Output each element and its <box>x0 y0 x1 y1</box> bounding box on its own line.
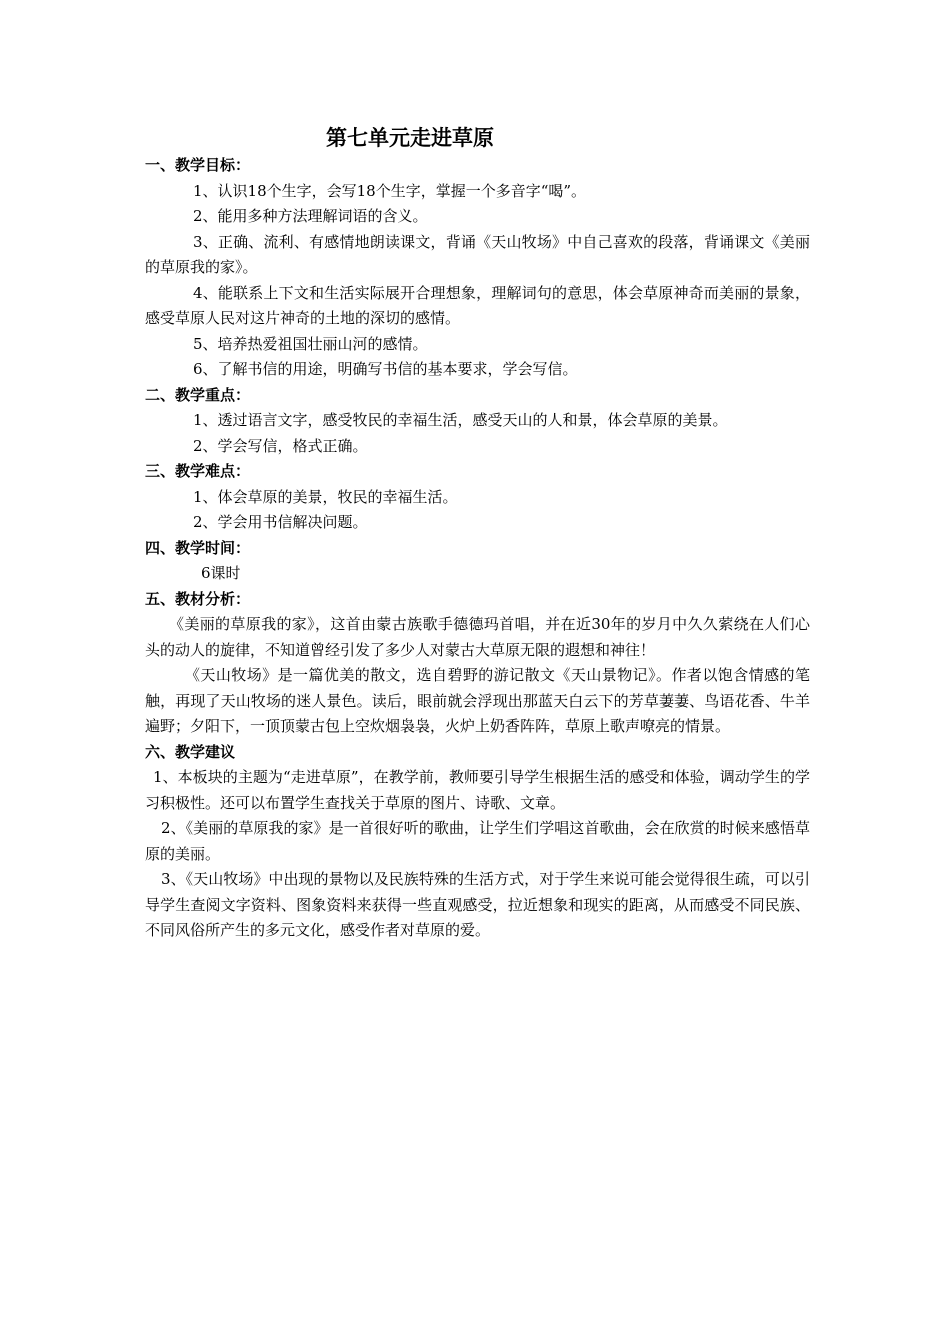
section-heading-difficulties: 三、教学难点： <box>145 462 251 480</box>
section-heading-analysis: 五、教材分析： <box>145 589 251 608</box>
suggestion-1: 1、本板块的主题为“走进草原”，在教学前，教师要引导学生根据生活的感受和体验，调动学生的学习积极性。还可以布置学生查找关于草原的图片、诗歌、文章。 <box>145 768 810 812</box>
goal-item-4: 4、能联系上下文和生活实际展开合理想象，理解词句的意思，体会草原神奇而美丽的景象，感受草原人民对这片神奇的土地的深切的感情。 <box>145 283 810 327</box>
difficulty-1: 1、体会草原的美景，牧民的幸福生活。 <box>193 487 458 506</box>
goal-item-1: 1、认识18个生字，会写18个生字，掌握一个多音字“喝”。 <box>193 181 587 200</box>
goal-item-2: 2、能用多种方法理解词语的含义。 <box>193 207 428 225</box>
section-heading-suggestions: 六、教学建议 <box>145 742 236 761</box>
section-heading-time: 四、教学时间： <box>145 538 251 557</box>
suggestion-3: 3、《天山牧场》中出现的景物以及民族特殊的生活方式，对于学生来说可能会觉得很生疏，可以引导学生查阅文字资料、图象资料来获得一些直观感受，拉近想象和现实的距离，从而感受不同民族、不同风俗所产生的多元文化，感受作者对草原的爱。 <box>145 870 810 939</box>
analysis-para-2: 《天山牧场》是一篇优美的散文，选自碧野的游记散文《天山景物记》。作者以饱含情感的笔触，再现了天山牧场的迷人景色。读后，眼前就会浮现出那蓝天白云下的芳草萋萋、鸟语花香、牛羊遍野；夕阳下，一顶顶蒙古包上空炊烟袅袅，火炉上奶香阵阵，草原上歌声嘹亮的情景。 <box>145 666 810 735</box>
analysis-para-1: 《美丽的草原我的家》，这首由蒙古族歌手德德玛首唱，并在近30年的岁月中久久萦绕在人们心头的动人的旋律，不知道曾经引发了多少人对蒙古大草原无限的遐想和神往！ <box>145 615 810 659</box>
teaching-time: 6课时 <box>201 564 241 582</box>
goal-item-5: 5、培养热爱祖国壮丽山河的感情。 <box>193 334 428 353</box>
suggestion-2: 2、《美丽的草原我的家》是一首很好听的歌曲，让学生们学唱这首歌曲，会在欣赏的时候来感悟草原的美丽。 <box>145 819 810 863</box>
goal-item-6: 6、了解书信的用途，明确写书信的基本要求，学会写信。 <box>193 360 578 378</box>
difficulty-2: 2、学会用书信解决问题。 <box>193 513 368 531</box>
section-heading-key-points: 二、教学重点： <box>145 385 251 404</box>
key-point-1: 1、透过语言文字，感受牧民的幸福生活，感受天山的人和景，体会草原的美景。 <box>193 411 728 429</box>
key-point-2: 2、学会写信，格式正确。 <box>193 436 368 455</box>
document-body <box>145 153 810 944</box>
goal-item-3: 3、正确、流利、有感情地朗读课文，背诵《天山牧场》中自己喜欢的段落，背诵课文《美丽的草原我的家》。 <box>145 232 810 276</box>
document-title: 第七单元走进草原 <box>326 125 494 150</box>
section-heading-goals: 一、教学目标： <box>145 156 251 174</box>
